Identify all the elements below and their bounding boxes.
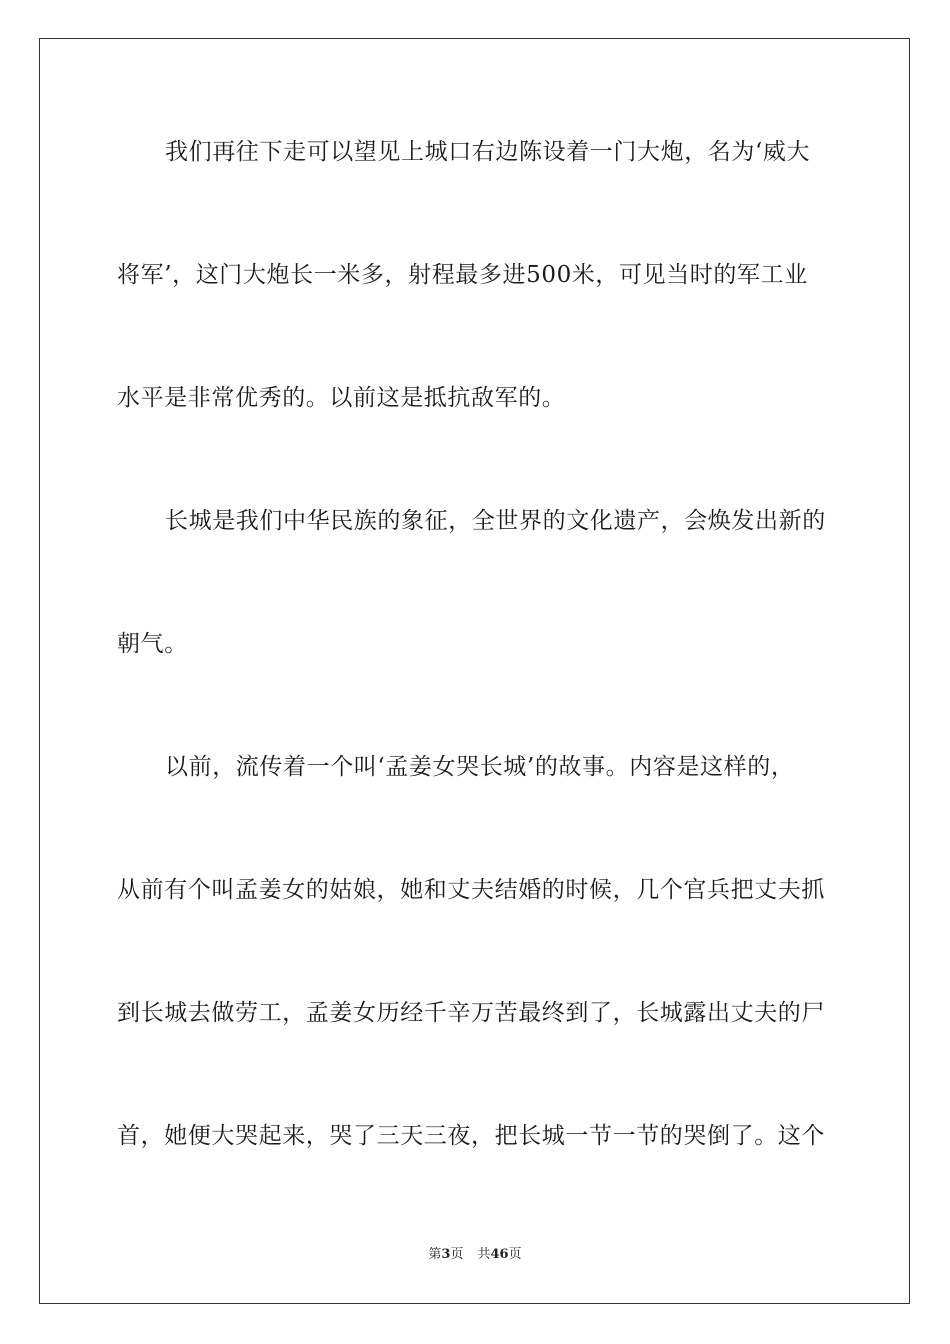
paragraph-1-line-3: 水平是非常优秀的。以前这是抵抗敌军的。 <box>117 385 566 411</box>
paragraph-2-line-1: 长城是我们中华民族的象征，全世界的文化遗产，会焕发出新的 <box>165 508 826 534</box>
paragraph-3-line-1: 以前，流传着一个叫‘孟姜女哭长城’的故事。内容是这样的， <box>165 754 795 780</box>
footer-page-prefix: 第 <box>428 1247 442 1262</box>
page-border <box>39 38 910 1304</box>
footer-page-suffix: 页 <box>450 1247 464 1262</box>
footer-total-prefix: 共 <box>477 1247 491 1262</box>
footer-total-pages: 46 <box>490 1247 509 1262</box>
page-footer <box>0 1246 950 1264</box>
paragraph-3-line-4: 首，她便大哭起来，哭了三天三夜，把长城一节一节的哭倒了。这个 <box>117 1123 825 1149</box>
paragraph-3-line-3: 到长城去做劳工，孟姜女历经千辛万苦最终到了，长城露出丈夫的尸 <box>117 1000 825 1026</box>
footer-total-suffix: 页 <box>508 1247 522 1262</box>
paragraph-2-line-2: 朝气。 <box>117 631 188 657</box>
footer-page-number: 3 <box>441 1247 451 1262</box>
paragraph-1-line-1: 我们再往下走可以望见上城口右边陈设着一门大炮，名为‘威大 <box>165 139 811 165</box>
paragraph-1-line-2: 将军’，这门大炮长一米多，射程最多进500米，可见当时的军工业 <box>117 262 808 288</box>
paragraph-3-line-2: 从前有个叫孟姜女的姑娘，她和丈夫结婚的时候，几个官兵把丈夫抓 <box>117 877 825 903</box>
